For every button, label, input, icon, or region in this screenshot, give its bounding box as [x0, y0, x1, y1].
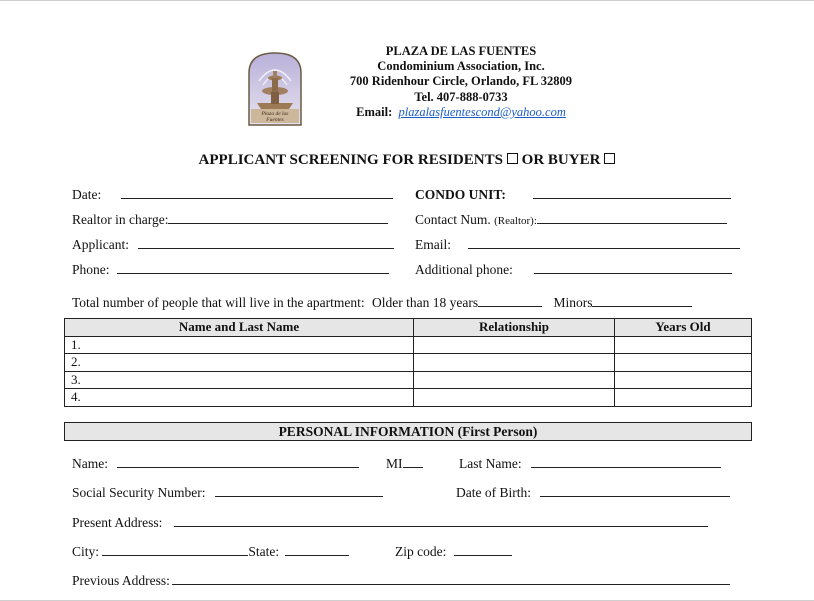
condo-unit-label: CONDO UNIT:	[415, 187, 506, 202]
mi-row	[386, 455, 423, 472]
letterhead	[330, 44, 592, 120]
realtor-row	[72, 211, 388, 228]
form-title	[0, 152, 814, 169]
ssn-field[interactable]	[215, 484, 383, 497]
additional-phone-label: Additional phone:	[415, 262, 513, 277]
older-field[interactable]	[478, 294, 542, 307]
name-field[interactable]	[117, 455, 359, 468]
minors-field[interactable]	[592, 294, 692, 307]
date-row	[72, 186, 393, 203]
col-relationship: Relationship	[414, 319, 615, 337]
row-number[interactable]: 1.	[65, 336, 414, 354]
mi-field[interactable]	[403, 455, 423, 468]
previous-address-field[interactable]	[172, 572, 730, 585]
present-address-label: Present Address:	[72, 515, 163, 530]
row-number[interactable]: 3.	[65, 371, 414, 389]
row-number[interactable]: 4.	[65, 389, 414, 407]
minors-label: Minors	[553, 295, 593, 310]
dob-label: Date of Birth:	[456, 485, 531, 500]
phone-row	[72, 261, 389, 278]
personal-info-header: PERSONAL INFORMATION (First Person)	[64, 422, 752, 441]
table-row	[65, 371, 752, 389]
state-field[interactable]	[285, 543, 349, 556]
org-subtitle: Condominium Association, Inc.	[377, 59, 545, 74]
total-people-label: Total number of people that will live in the apartment:	[72, 295, 365, 310]
relationship-cell[interactable]	[414, 354, 615, 372]
city-field[interactable]	[102, 543, 248, 556]
relationship-cell[interactable]	[414, 336, 615, 354]
row-number[interactable]: 2.	[65, 354, 414, 372]
last-name-label: Last Name:	[459, 456, 522, 471]
zip-field[interactable]	[454, 543, 512, 556]
ssn-label: Social Security Number:	[72, 485, 206, 500]
relationship-cell[interactable]	[414, 371, 615, 389]
org-name: PLAZA DE LAS FUENTES	[385, 44, 537, 58]
contact-num-row	[415, 211, 727, 228]
table-row	[65, 336, 752, 354]
relationship-cell[interactable]	[414, 389, 615, 407]
date-label: Date:	[72, 187, 102, 202]
previous-address-row	[72, 572, 730, 589]
applicant-field[interactable]	[138, 236, 394, 249]
email-field-label: Email:	[415, 237, 451, 252]
table-row	[65, 389, 752, 407]
present-address-field[interactable]	[174, 514, 708, 527]
total-people-row	[72, 294, 692, 311]
last-name-row	[459, 455, 721, 472]
title-buyer: OR BUYER	[521, 152, 601, 168]
email-label: Email:	[356, 104, 393, 119]
age-cell[interactable]	[615, 336, 752, 354]
email-field[interactable]	[468, 236, 740, 249]
dob-field[interactable]	[540, 484, 730, 497]
city-row	[72, 543, 349, 560]
mi-label: MI	[386, 456, 403, 471]
occupants-table	[64, 318, 752, 407]
previous-address-label: Previous Address:	[72, 573, 170, 588]
org-phone: Tel. 407-888-0733	[414, 89, 508, 104]
city-label: City:	[72, 544, 100, 559]
last-name-field[interactable]	[531, 455, 721, 468]
title-residents: APPLICANT SCREENING FOR RESIDENTS	[198, 152, 503, 168]
name-label: Name:	[72, 456, 108, 471]
phone-field[interactable]	[117, 261, 389, 274]
table-row	[65, 354, 752, 372]
additional-phone-row	[415, 261, 732, 278]
realtor-label: Realtor in charge:	[72, 212, 169, 227]
table-header-row	[65, 319, 752, 337]
org-address: 700 Ridenhour Circle, Orlando, FL 32809	[349, 74, 573, 89]
col-age: Years Old	[615, 319, 752, 337]
older-label: Older than 18 years	[371, 295, 479, 310]
phone-label: Phone:	[72, 262, 110, 277]
realtor-field[interactable]	[168, 211, 388, 224]
col-name: Name and Last Name	[65, 319, 414, 337]
state-label: State:	[248, 544, 280, 559]
name-row	[72, 455, 359, 472]
present-address-row	[72, 514, 708, 531]
contact-realtor-label: (Realtor):	[494, 215, 537, 227]
age-cell[interactable]	[615, 389, 752, 407]
condo-unit-field[interactable]	[533, 186, 731, 199]
org-email-row	[330, 105, 592, 120]
residents-checkbox[interactable]	[507, 153, 518, 164]
additional-phone-field[interactable]	[534, 261, 732, 274]
dob-row	[456, 484, 730, 501]
age-cell[interactable]	[615, 354, 752, 372]
contact-num-label: Contact Num.	[415, 212, 491, 227]
condo-unit-row	[415, 186, 731, 203]
applicant-row	[72, 236, 394, 253]
logo-text-bottom: Fuentes	[266, 117, 284, 123]
ssn-row	[72, 484, 383, 501]
email-link[interactable]: plazalasfuentescond@yahoo.com	[398, 104, 566, 119]
date-field[interactable]	[121, 186, 393, 199]
age-cell[interactable]	[615, 371, 752, 389]
buyer-checkbox[interactable]	[604, 153, 615, 164]
applicant-label: Applicant:	[72, 237, 129, 252]
contact-num-field[interactable]	[537, 211, 727, 224]
zip-label: Zip code:	[395, 544, 447, 559]
logo-text-top: Plaza de las	[261, 111, 289, 117]
association-logo	[247, 51, 303, 127]
zip-row	[395, 543, 512, 560]
email-row	[415, 236, 740, 253]
